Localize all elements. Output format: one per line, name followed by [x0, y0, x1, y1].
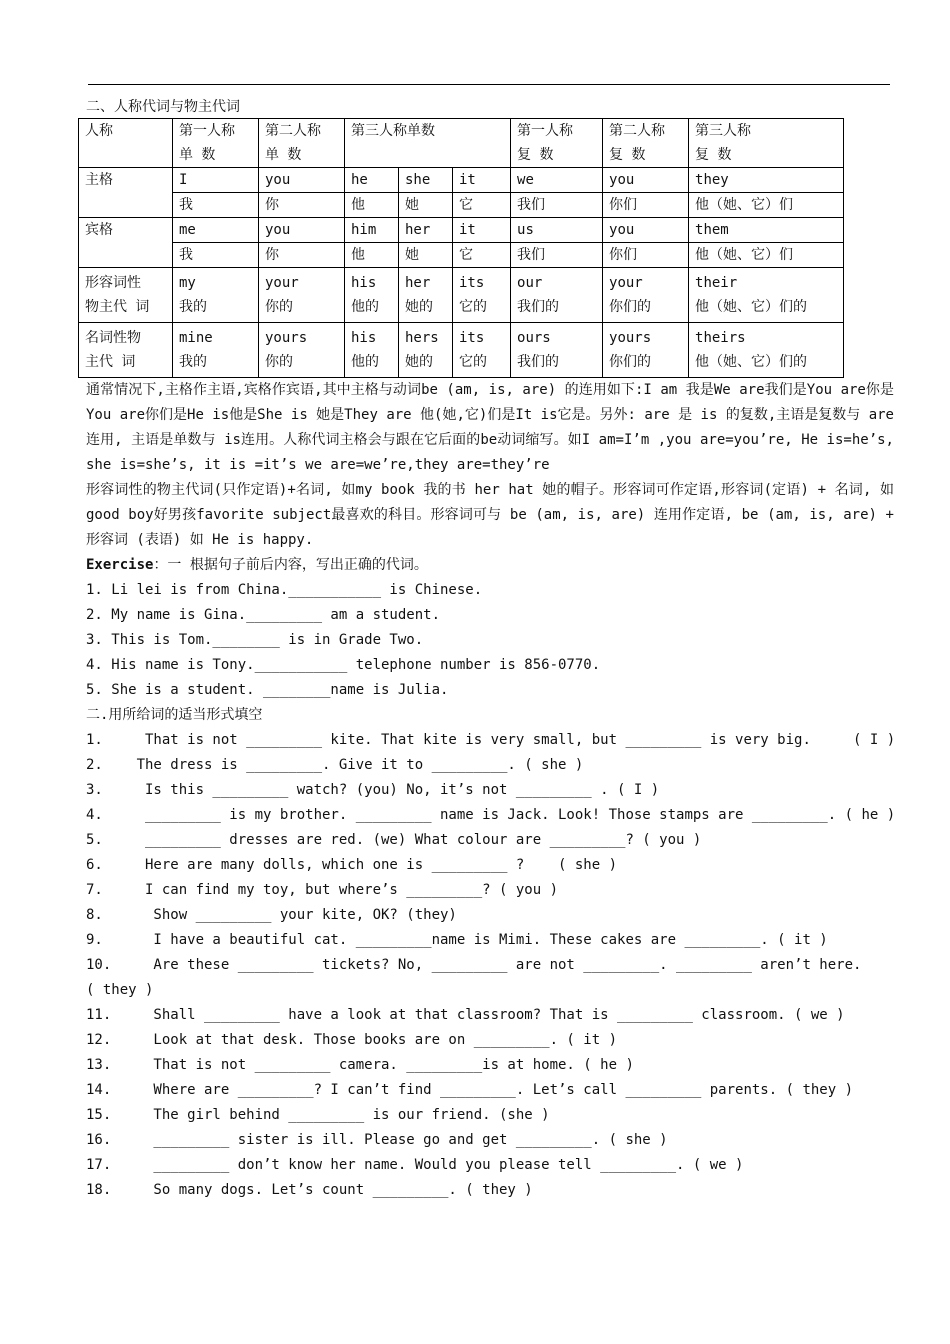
row-label: 主格 [79, 168, 173, 218]
table-cell: yours 你的 [259, 323, 345, 378]
table-cell: 我 [173, 193, 259, 218]
part2-item: 16. _________ sister is ill. Please go and get _________. ( she ) [86, 1132, 668, 1148]
table-cell: our 我们的 [511, 268, 603, 323]
table-cell: your 你们的 [603, 268, 689, 323]
row-label: 名词性物 主代 词 [79, 323, 173, 378]
exercise-label: Exercise [86, 557, 154, 573]
table-cell: 你们 [603, 193, 689, 218]
header-label: 人称 [79, 119, 173, 168]
table-cell: yours 你们的 [603, 323, 689, 378]
exercise-item: 5. She is a student. ________name is Julia. [86, 682, 449, 698]
part2-item: 7. I can find my toy, but where’s _________? ( you ) [86, 882, 559, 898]
table-cell: their 他（她、它）们的 [689, 268, 844, 323]
header-third-singular: 第三人称单数 [345, 119, 511, 168]
table-cell: 她 [399, 193, 453, 218]
part2-item: 10. Are these _________ tickets? No, _________ are not _________. _________ aren’t here. [86, 957, 862, 973]
part2-item: 5. _________ dresses are red. (we) What colour are _________? ( you ) [86, 832, 702, 848]
table-row [79, 193, 844, 218]
exercise-item: 3. This is Tom.________ is in Grade Two. [86, 632, 424, 648]
table-row [79, 323, 844, 378]
table-cell: theirs 他（她、它）们的 [689, 323, 844, 378]
table-cell: 你 [259, 193, 345, 218]
exercise-item: 1. Li lei is from China.___________ is Chinese. [86, 582, 483, 598]
exercise-instruction: ：一 根据句子前后内容，写出正确的代词。 [153, 557, 428, 573]
header-first-plural: 第一人称 复 数 [511, 119, 603, 168]
part2-item: 4. _________ is my brother. _________ name is Jack. Look! Those stamps are _________. ( he ) [86, 807, 896, 823]
exercise-title [86, 553, 894, 578]
table-cell: it [453, 168, 511, 193]
table-cell: 他 [345, 193, 399, 218]
table-cell: its 它的 [453, 323, 511, 378]
part2-item: 17. _________ don’t know her name. Would you please tell _________. ( we ) [86, 1157, 744, 1173]
part2-item: 15. The girl behind _________ is our friend. (she ) [86, 1107, 550, 1123]
table-cell: I [173, 168, 259, 193]
table-cell: you [603, 168, 689, 193]
table-cell: they [689, 168, 844, 193]
table-cell: him [345, 218, 399, 243]
part2-item: 3. Is this _________ watch? (you) No, it’s not _________ . ( I ) [86, 782, 660, 798]
table-cell: his 他的 [345, 268, 399, 323]
part2-item: 11. Shall _________ have a look at that classroom? That is _________ classroom. ( we ) [86, 1007, 845, 1023]
table-cell: me [173, 218, 259, 243]
row-label: 形容词性 物主代 词 [79, 268, 173, 323]
table-cell: mine 我的 [173, 323, 259, 378]
part2-title: 二.用所给词的适当形式填空 [86, 707, 263, 723]
table-cell: them [689, 218, 844, 243]
table-cell: my 我的 [173, 268, 259, 323]
table-cell: her [399, 218, 453, 243]
table-cell: ours 我们的 [511, 323, 603, 378]
table-cell: her 她的 [399, 268, 453, 323]
document-page [86, 96, 894, 1203]
table-cell: 我们 [511, 243, 603, 268]
table-cell: 我 [173, 243, 259, 268]
exercise-item: 2. My name is Gina._________ am a student. [86, 607, 441, 623]
part2-item: ( they ) [86, 982, 154, 998]
table-cell: you [259, 168, 345, 193]
part2-item: 6. Here are many dolls, which one is _________ ? ( she ) [86, 857, 618, 873]
table-cell: 他（她、它）们 [689, 243, 844, 268]
table-header-row [79, 119, 844, 168]
header-second-singular: 第二人称 单 数 [259, 119, 345, 168]
table-cell: you [259, 218, 345, 243]
table-row [79, 243, 844, 268]
table-cell: 你们 [603, 243, 689, 268]
row-label: 宾格 [79, 218, 173, 268]
table-cell: you [603, 218, 689, 243]
table-cell: she [399, 168, 453, 193]
table-cell: we [511, 168, 603, 193]
exercise-item: 4. His name is Tony.___________ telephone number is 856-0770. [86, 657, 601, 673]
table-cell: 你 [259, 243, 345, 268]
table-cell: 它 [453, 193, 511, 218]
part2-item: 1. That is not _________ kite. That kite is very small, but _________ is very big. ( I ) [86, 732, 896, 748]
table-cell: 我们 [511, 193, 603, 218]
table-body [79, 168, 844, 378]
grammar-paragraph-1: 通常情况下,主格作主语,宾格作宾语,其中主格与动词be (am, is, are) 的连用如下:I am 我是We are我们是You are你是You are你们是He is他是She is 她是They are 他(她,它)们是It is它是。另外: are 是 is 的复数,主语是复数与 are 连用, 主语是单数与 is连用。人称代词主格会与跟在它后面的be动词缩写。如I am=I’m ,you are=you’re, He is=he’s, she is=she’s, it is =it’s we are=we’re,they are=they’re [86, 382, 894, 473]
part2-item: 18. So many dogs. Let’s count _________. ( they ) [86, 1182, 533, 1198]
table-row [79, 168, 844, 193]
table-cell: 她 [399, 243, 453, 268]
top-rule [88, 84, 890, 85]
table-cell: 他（她、它）们 [689, 193, 844, 218]
part2-item: 9. I have a beautiful cat. _________name is Mimi. These cakes are _________. ( it ) [86, 932, 828, 948]
part2-item: 13. That is not _________ camera. _________is at home. ( he ) [86, 1057, 634, 1073]
header-third-plural: 第三人称 复 数 [689, 119, 844, 168]
table-cell: it [453, 218, 511, 243]
pronoun-table [78, 118, 844, 378]
part2-item: 8. Show _________ your kite, OK? (they) [86, 907, 457, 923]
table-cell: his 他的 [345, 323, 399, 378]
table-cell: 他 [345, 243, 399, 268]
table-cell: he [345, 168, 399, 193]
table-cell: us [511, 218, 603, 243]
table-row [79, 218, 844, 243]
part2-item: 14. Where are _________? I can’t find _________. Let’s call _________ parents. ( they ) [86, 1082, 854, 1098]
header-first-singular: 第一人称 单 数 [173, 119, 259, 168]
part2-item: 2. The dress is _________. Give it to _________. ( she ) [86, 757, 584, 773]
table-cell: 它 [453, 243, 511, 268]
grammar-paragraph-2: 形容词性的物主代词(只作定语)+名词, 如my book 我的书 her hat 她的帽子。形容词可作定语,形容词(定语) + 名词, 如good boy好男孩favorite subject最喜欢的科目。形容词可与 be (am, is, are) 连用作定语, be (am, is, are) + 形容词 (表语) 如 He is happy. [86, 482, 894, 548]
header-second-plural: 第二人称 复 数 [603, 119, 689, 168]
table-row [79, 268, 844, 323]
table-cell: hers 她的 [399, 323, 453, 378]
part2-item: 12. Look at that desk. Those books are on _________. ( it ) [86, 1032, 618, 1048]
table-cell: its 它的 [453, 268, 511, 323]
table-cell: your 你的 [259, 268, 345, 323]
section-title: 二、人称代词与物主代词 [86, 99, 240, 115]
part2-list [86, 728, 894, 1203]
